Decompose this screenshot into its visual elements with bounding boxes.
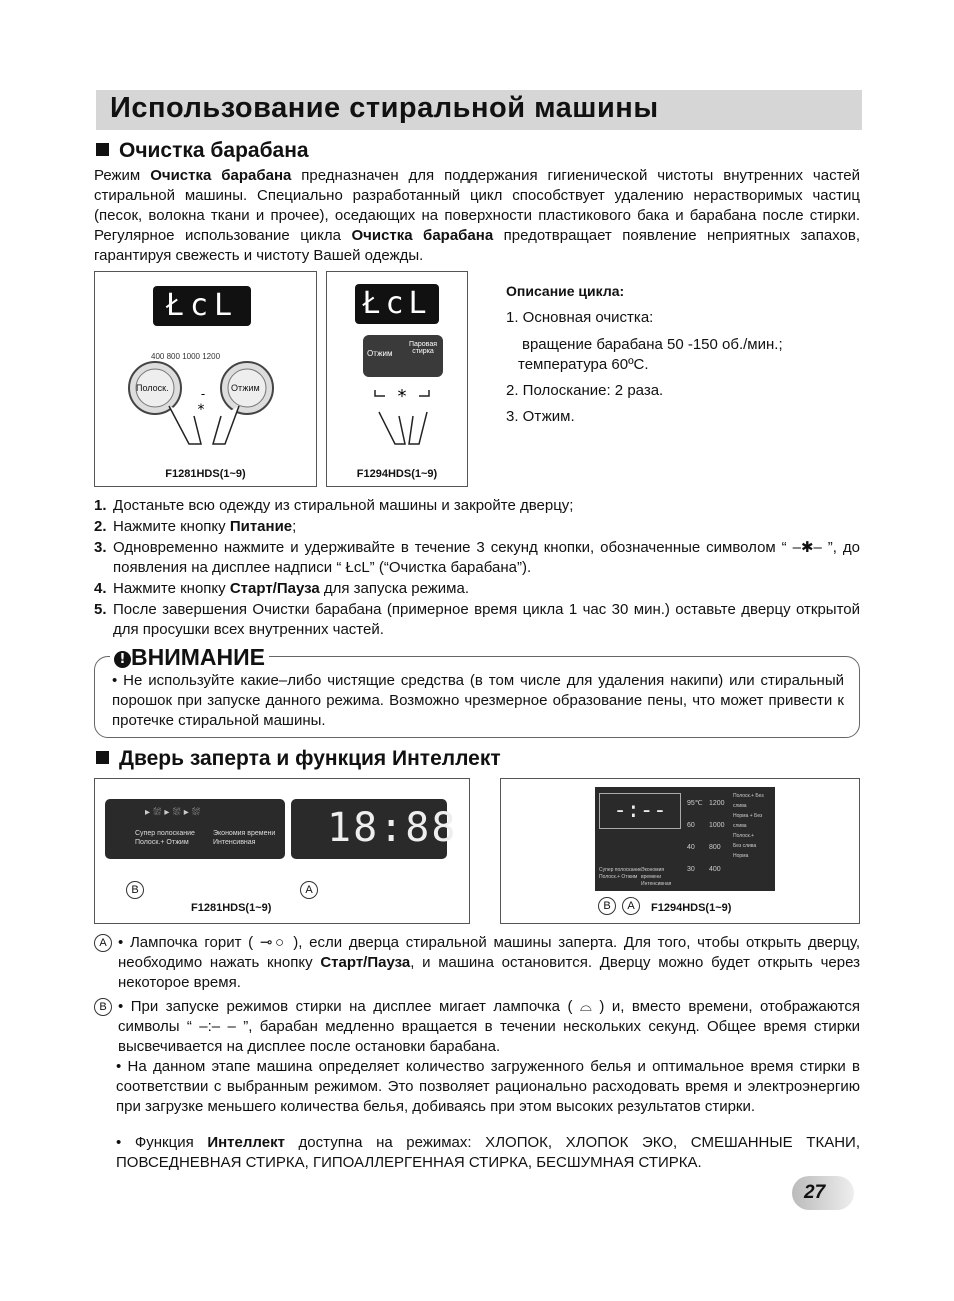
warning-icon: ! (114, 651, 131, 668)
steps-list (94, 496, 860, 641)
spin-button-label: Отжим (367, 349, 393, 358)
text-run: • Функция (116, 1134, 208, 1151)
text-run: Достаньте всю одежду из стиральной машины и закройте дверцу; (113, 497, 574, 514)
time-digits: -:-- (599, 793, 681, 829)
text-run: • Лампочка горит ( ⊸○ ), если дверца стиральной машины заперта. Для того, чтобы открыть дверцу, необходимо нажать кнопку (118, 934, 860, 971)
step-text (113, 496, 860, 516)
bold-term: Питание (229, 518, 293, 535)
bullet-square-icon (96, 751, 109, 764)
marker-a: A (622, 897, 640, 915)
speed-column: 1200 1000 800 400 (709, 800, 725, 873)
wash-stage-icons: ▸ ⛆ ▸ ⛆ ▸ ⛆ (145, 807, 200, 818)
marker-b: B (126, 881, 144, 899)
left-dial-label: Полоск. (136, 383, 169, 393)
page-title: Использование стиральной машины (110, 92, 659, 124)
step-number: 5. (94, 601, 107, 618)
bold-term: Интеллект (207, 1134, 285, 1151)
svg-text:-: - (200, 387, 206, 401)
cycle-item-2: 2. Полоскание: 2 раза. (506, 382, 664, 399)
text-run: предотвращает появление неприятных запахов, гарантируя свежесть и чистоту Вашей одежды. (94, 227, 861, 264)
svg-text:*: * (397, 386, 407, 407)
note-d (116, 1133, 860, 1173)
step-item (94, 600, 860, 640)
text-run: Одновременно нажмите и удерживайте в течение 3 секунд кнопки, обозначенные символом “ –✱– ”, до появления на дисплее надписи “ ŁcL” (“Очистка барабана”). (113, 539, 860, 576)
section-heading-door-lock (96, 747, 501, 771)
step-text (113, 517, 860, 537)
model-label: F1281HDS(1~9) (191, 902, 272, 914)
bold-term: Старт/Пауза (229, 580, 320, 597)
text-run: , и машина остановится. Дверцу можно будет открыть через некоторое время. (118, 954, 860, 991)
svg-text:*: * (197, 402, 205, 418)
page-title-bar (96, 90, 862, 130)
option-labels: Супер полоскание Полоск.+ Отжим (599, 867, 642, 880)
hand-press-icon (367, 382, 447, 452)
step-item (94, 538, 860, 578)
cycle-item-1: 1. Основная очистка: (506, 309, 654, 326)
section-heading-drum-cleaning (96, 139, 309, 163)
cycle-description (506, 281, 783, 427)
page-number-badge (792, 1176, 854, 1210)
text-run: предназначен для поддержания гигиенической чистоты внутренних частей стиральной машины. Специально разработанный цикл способствует удалению нерастворимых частиц (песок, волокна ткани и прочее), оседающих на поверхности пластикового бака и барабана после стирки. Регулярное использование цикла (94, 167, 860, 244)
note-b (94, 997, 860, 1057)
right-dial-label: Отжим (231, 383, 260, 393)
text-run: • При запуске режимов стирки на дисплее мигает лампочка ( ⌓ ) и, вместо времени, отображаются символы “ –:– – ”, барабан медленно вращается в течении нескольких секунд. Общее время стирки высвечивается на дисплее после остановки барабана. (118, 998, 860, 1055)
step-text (113, 600, 860, 640)
step-number: 2. (94, 518, 107, 535)
text-run: Нажмите кнопку (113, 518, 230, 535)
bold-term: Очистка барабана (150, 167, 292, 184)
panel-f1281-door-lock (94, 778, 470, 924)
note-a-text (118, 933, 860, 993)
time-display (291, 799, 458, 859)
note-c: • На данном этапе машина определяет количество загруженного белья и оптимальное время стирки в соответствии с выбранным режимом. Это позволяет рационально расходовать время и электроэнергию при загрузке меньшего количества белья, добиваясь при этом высоких результатов стирки. (116, 1058, 860, 1115)
note-b-text (118, 997, 860, 1057)
text-run: Нажмите кнопку (113, 580, 230, 597)
option-labels-right: Экономия времени Интенсивная (213, 830, 276, 846)
lcd-display: ŁcL (153, 286, 251, 326)
panel-f1294-door-lock (500, 778, 860, 924)
cycle-title: Описание цикла: (506, 283, 625, 299)
model-label: F1294HDS(1~9) (356, 468, 438, 480)
bold-term: Старт/Пауза (320, 954, 411, 971)
lcd-display: ŁcL (355, 284, 439, 324)
note-b-marker: B (94, 998, 112, 1016)
cycle-item-1a: вращение барабана 50 -150 об./мин.; (522, 336, 783, 353)
option-labels-left: Супер полоскание Полоск.+ Отжим (135, 830, 195, 846)
step-item (94, 496, 860, 516)
note-a-marker: A (94, 934, 112, 952)
step-number: 3. (94, 539, 107, 556)
temp-column: 95℃ 60 40 30 (687, 800, 703, 873)
bullet-square-icon (96, 143, 109, 156)
text-run: доступна на режимах: ХЛОПОК, ХЛОПОК ЭКО, СМЕШАННЫЕ ТКАНИ, ПОВСЕДНЕВНАЯ СТИРКА, ГИПОАЛЛЕРГЕННАЯ СТИРКА, БЕСШУМНАЯ СТИРКА. (116, 1134, 860, 1171)
marker-b: B (598, 897, 616, 915)
step-number: 1. (94, 497, 107, 514)
cycle-item-3: 3. Отжим. (506, 408, 575, 425)
time-digits: 18:88 (327, 805, 458, 851)
intro-paragraph (94, 166, 860, 266)
cycle-item-1b: температура 60ºС. (518, 356, 649, 373)
step-text (113, 538, 860, 578)
section-heading-text: Очистка барабана (119, 139, 309, 162)
step-text (113, 579, 860, 599)
page-number: 27 (804, 1182, 826, 1203)
panel-f1294-diagram (326, 271, 468, 487)
dial-small-labels: 400 800 1000 1200 (151, 352, 221, 361)
section-heading-text: Дверь заперта и функция Интеллект (119, 747, 501, 770)
text-run: После завершения Очистки барабана (примерное время цикла 1 час 30 мин.) оставьте дверцу открытой для просушки всех внутренних частей. (113, 601, 860, 638)
warning-title: ! ВНИМАНИЕ (110, 644, 269, 671)
panel-f1281-diagram (94, 271, 317, 487)
model-label: F1294HDS(1~9) (651, 902, 732, 914)
bold-term: Очистка барабана (351, 227, 494, 244)
text-run: Режим (94, 167, 151, 184)
note-a (94, 933, 860, 993)
warning-text: • Не используйте какие–либо чистящие средства (в том числе для удаления накипи) или стиральный порошок при запуске данного режима. Возможно чрезмерное образование пены, что может привести к протечке стиральной машины. (112, 672, 844, 729)
text-run: ; (292, 518, 297, 535)
buttons-panel (363, 335, 443, 377)
model-label: F1281HDS(1~9) (165, 468, 246, 480)
right-labels: Полоск.+ Без слива Нормa + Без слива Полоск.+ Без слива Норма (733, 793, 764, 859)
step-item (94, 517, 860, 537)
step-number: 4. (94, 580, 107, 597)
marker-a: A (300, 881, 318, 899)
control-strip (105, 799, 285, 859)
text-run: для запуска режима. (319, 580, 469, 597)
step-item (94, 579, 860, 599)
steam-button-label: Паровая стирка (408, 341, 438, 355)
option-labels-2: Экономия времени Интенсивная (641, 867, 672, 887)
control-panel (595, 787, 775, 891)
